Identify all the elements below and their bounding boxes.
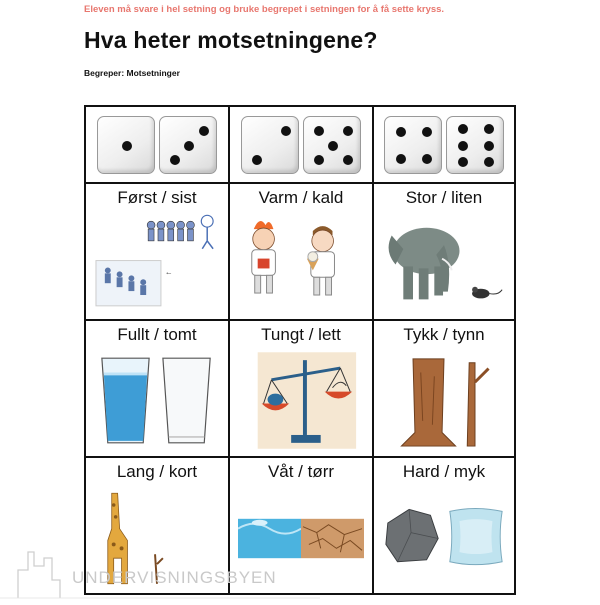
- die-pip: [170, 155, 180, 165]
- die-pip: [328, 141, 338, 151]
- die-pip: [458, 124, 468, 134]
- people-queue-illustration: [94, 214, 220, 315]
- bingo-grid: [84, 105, 516, 595]
- dice-cell-1: [86, 107, 230, 184]
- page-title: Hva heter motsetningene?: [84, 27, 378, 53]
- boy-hot-and-cold-illustration: [238, 214, 364, 315]
- die-pip: [281, 126, 291, 136]
- die-pip: [484, 141, 494, 151]
- die-pip: [343, 155, 353, 165]
- die-left-3: [384, 116, 442, 174]
- cell-label: Lang / kort: [116, 462, 198, 481]
- die-pip: [184, 141, 194, 151]
- die-right-1: [159, 116, 217, 174]
- elephant-and-mouse-illustration: [382, 214, 506, 315]
- dice-cell-2: [230, 107, 374, 184]
- cell-label: Varm / kald: [258, 188, 344, 207]
- cell-label: Våt / tørr: [267, 462, 335, 481]
- word-cell[interactable]: [230, 184, 374, 321]
- word-cell[interactable]: [86, 184, 230, 321]
- die-left-1: [97, 116, 155, 174]
- die-pip: [422, 154, 432, 164]
- die-pip: [343, 126, 353, 136]
- die-pip: [396, 154, 406, 164]
- die-left-2: [241, 116, 299, 174]
- cell-label: Fullt / tomt: [117, 325, 197, 344]
- die-pip: [314, 155, 324, 165]
- die-pip: [252, 155, 262, 165]
- die-pip: [396, 127, 406, 137]
- die-pip: [484, 124, 494, 134]
- cell-label: Hard / myk: [402, 462, 486, 481]
- word-cell[interactable]: [374, 321, 514, 458]
- die-right-3: [446, 116, 504, 174]
- word-cell[interactable]: [374, 184, 514, 321]
- cell-label: Stor / liten: [405, 188, 483, 207]
- dice-cell-3: [374, 107, 514, 184]
- cell-label: Tungt / lett: [261, 325, 341, 344]
- die-right-2: [303, 116, 361, 174]
- die-pip: [122, 141, 132, 151]
- stone-and-pillow-illustration: [382, 488, 506, 589]
- die-pip: [458, 157, 468, 167]
- die-pip: [458, 141, 468, 151]
- cell-label: Tykk / tynn: [403, 325, 485, 344]
- cell-label: Først / sist: [117, 188, 197, 207]
- die-pip: [484, 157, 494, 167]
- full-and-empty-glass-illustration: [94, 351, 220, 452]
- die-pip: [314, 126, 324, 136]
- watermark-text: UNDERVISNINGSBYEN: [72, 568, 277, 587]
- word-cell[interactable]: [230, 321, 374, 458]
- instruction-text: Eleven må svare i hel setning og bruke begrepet i setningen for å få sette kryss.: [84, 4, 445, 15]
- balance-scale-illustration: [238, 351, 364, 452]
- die-pip: [199, 126, 209, 136]
- svg-text:←: ←: [164, 267, 173, 277]
- thick-and-thin-tree-illustration: [382, 351, 506, 452]
- die-pip: [422, 127, 432, 137]
- word-cell[interactable]: [374, 458, 514, 593]
- concepts-label: Begreper: Motsetninger: [84, 68, 180, 78]
- word-cell[interactable]: [86, 321, 230, 458]
